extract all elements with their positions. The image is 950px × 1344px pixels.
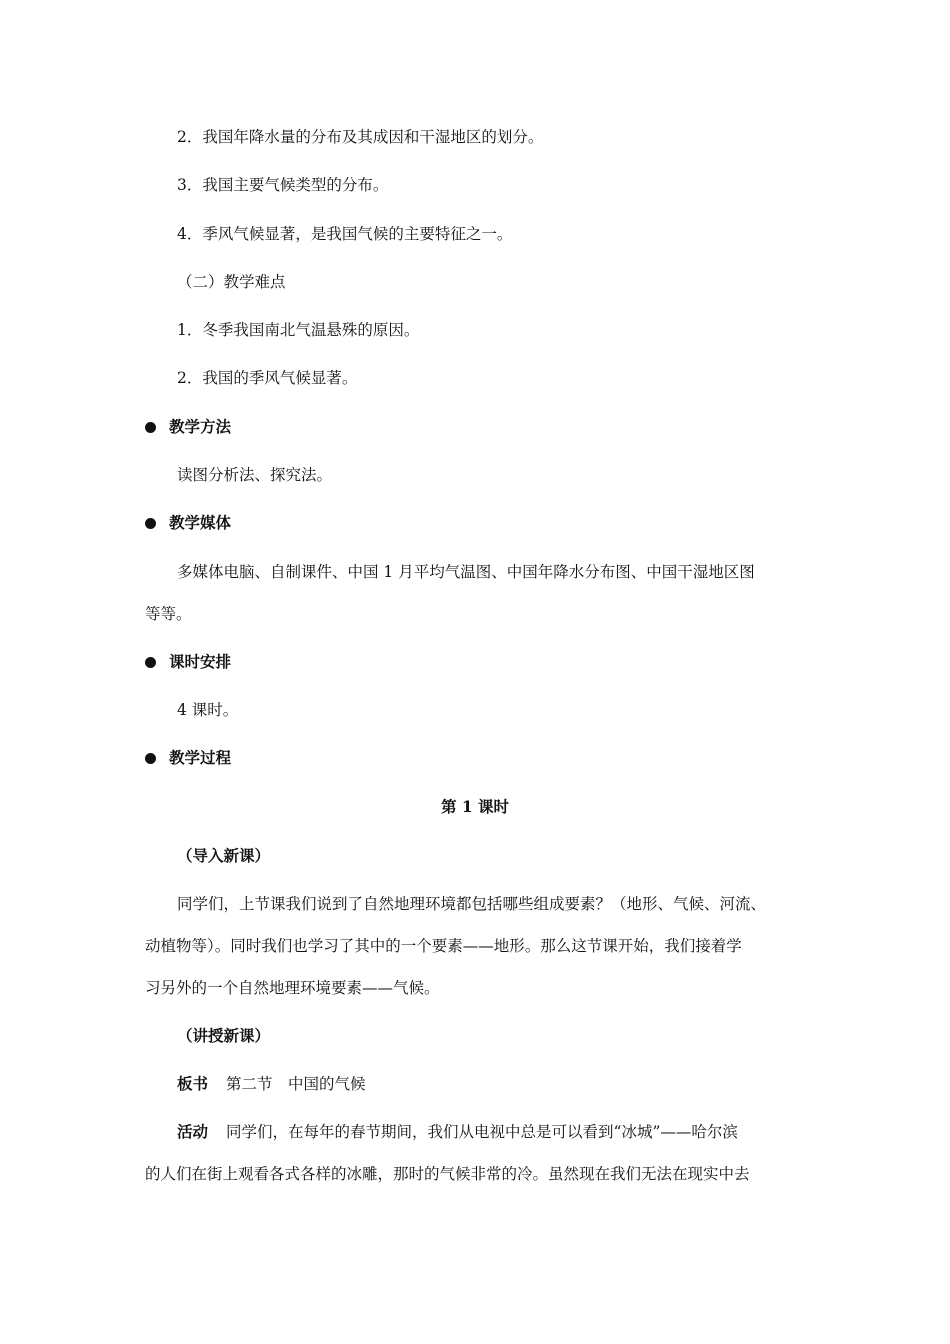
methods-section (145, 417, 231, 437)
board-line (177, 1074, 849, 1094)
difficulty-2: 2．我国的季风气候显著。 (177, 369, 358, 387)
key-point-3: 3．我国主要气候类型的分布。 (177, 176, 389, 194)
bullet-icon (145, 518, 156, 529)
process-heading: 教学过程 (169, 748, 232, 767)
intro-paragraph-line-2: 动植物等）。同时我们也学习了其中的一个要素——地形。那么这节课开始，我们接着学 (145, 937, 742, 955)
lesson-title: 第 1 课时 (440, 797, 510, 816)
key-point-2: 2．我国年降水量的分布及其成因和干湿地区的划分。 (177, 128, 544, 146)
process-section (145, 748, 231, 768)
intro-heading: （导入新课） (177, 846, 271, 865)
board-text: 第二节 中国的气候 (226, 1075, 366, 1093)
activity-label: 活动 (177, 1122, 209, 1141)
difficulty-1: 1．冬季我国南北气温悬殊的原因。 (177, 321, 420, 339)
new-lesson-heading: （讲授新课） (177, 1026, 271, 1045)
difficulty-heading: （二）教学难点 (177, 273, 286, 291)
key-point-4: 4．季风气候显著，是我国气候的主要特征之一。 (177, 225, 513, 243)
methods-text: 读图分析法、探究法。 (177, 466, 333, 484)
schedule-section (145, 652, 231, 672)
activity-text-1: 同学们，在每年的春节期间，我们从电视中总是可以看到“冰城”——哈尔滨 (226, 1123, 738, 1141)
bullet-icon (145, 657, 156, 668)
media-text-line-2: 等等。 (145, 605, 192, 623)
bullet-icon (145, 753, 156, 764)
intro-paragraph-line-3: 习另外的一个自然地理环境要素——气候。 (145, 979, 440, 997)
schedule-text: 4 课时。 (177, 701, 239, 719)
methods-heading: 教学方法 (169, 417, 232, 436)
activity-line-2: 的人们在街上观看各式各样的冰雕，那时的气候非常的冷。虽然现在我们无法在现实中去 (145, 1165, 750, 1183)
media-heading: 教学媒体 (169, 513, 232, 532)
activity-line-1 (177, 1122, 849, 1142)
board-label: 板书 (177, 1074, 209, 1093)
bullet-icon (145, 422, 156, 433)
intro-paragraph-line-1: 同学们，上节课我们说到了自然地理环境都包括哪些组成要素？（地形、气候、河流、 (177, 895, 767, 913)
media-section (145, 513, 231, 533)
schedule-heading: 课时安排 (169, 652, 232, 671)
media-text-line-1: 多媒体电脑、自制课件、中国 1 月平均气温图、中国年降水分布图、中国干湿地区图 (177, 563, 755, 581)
